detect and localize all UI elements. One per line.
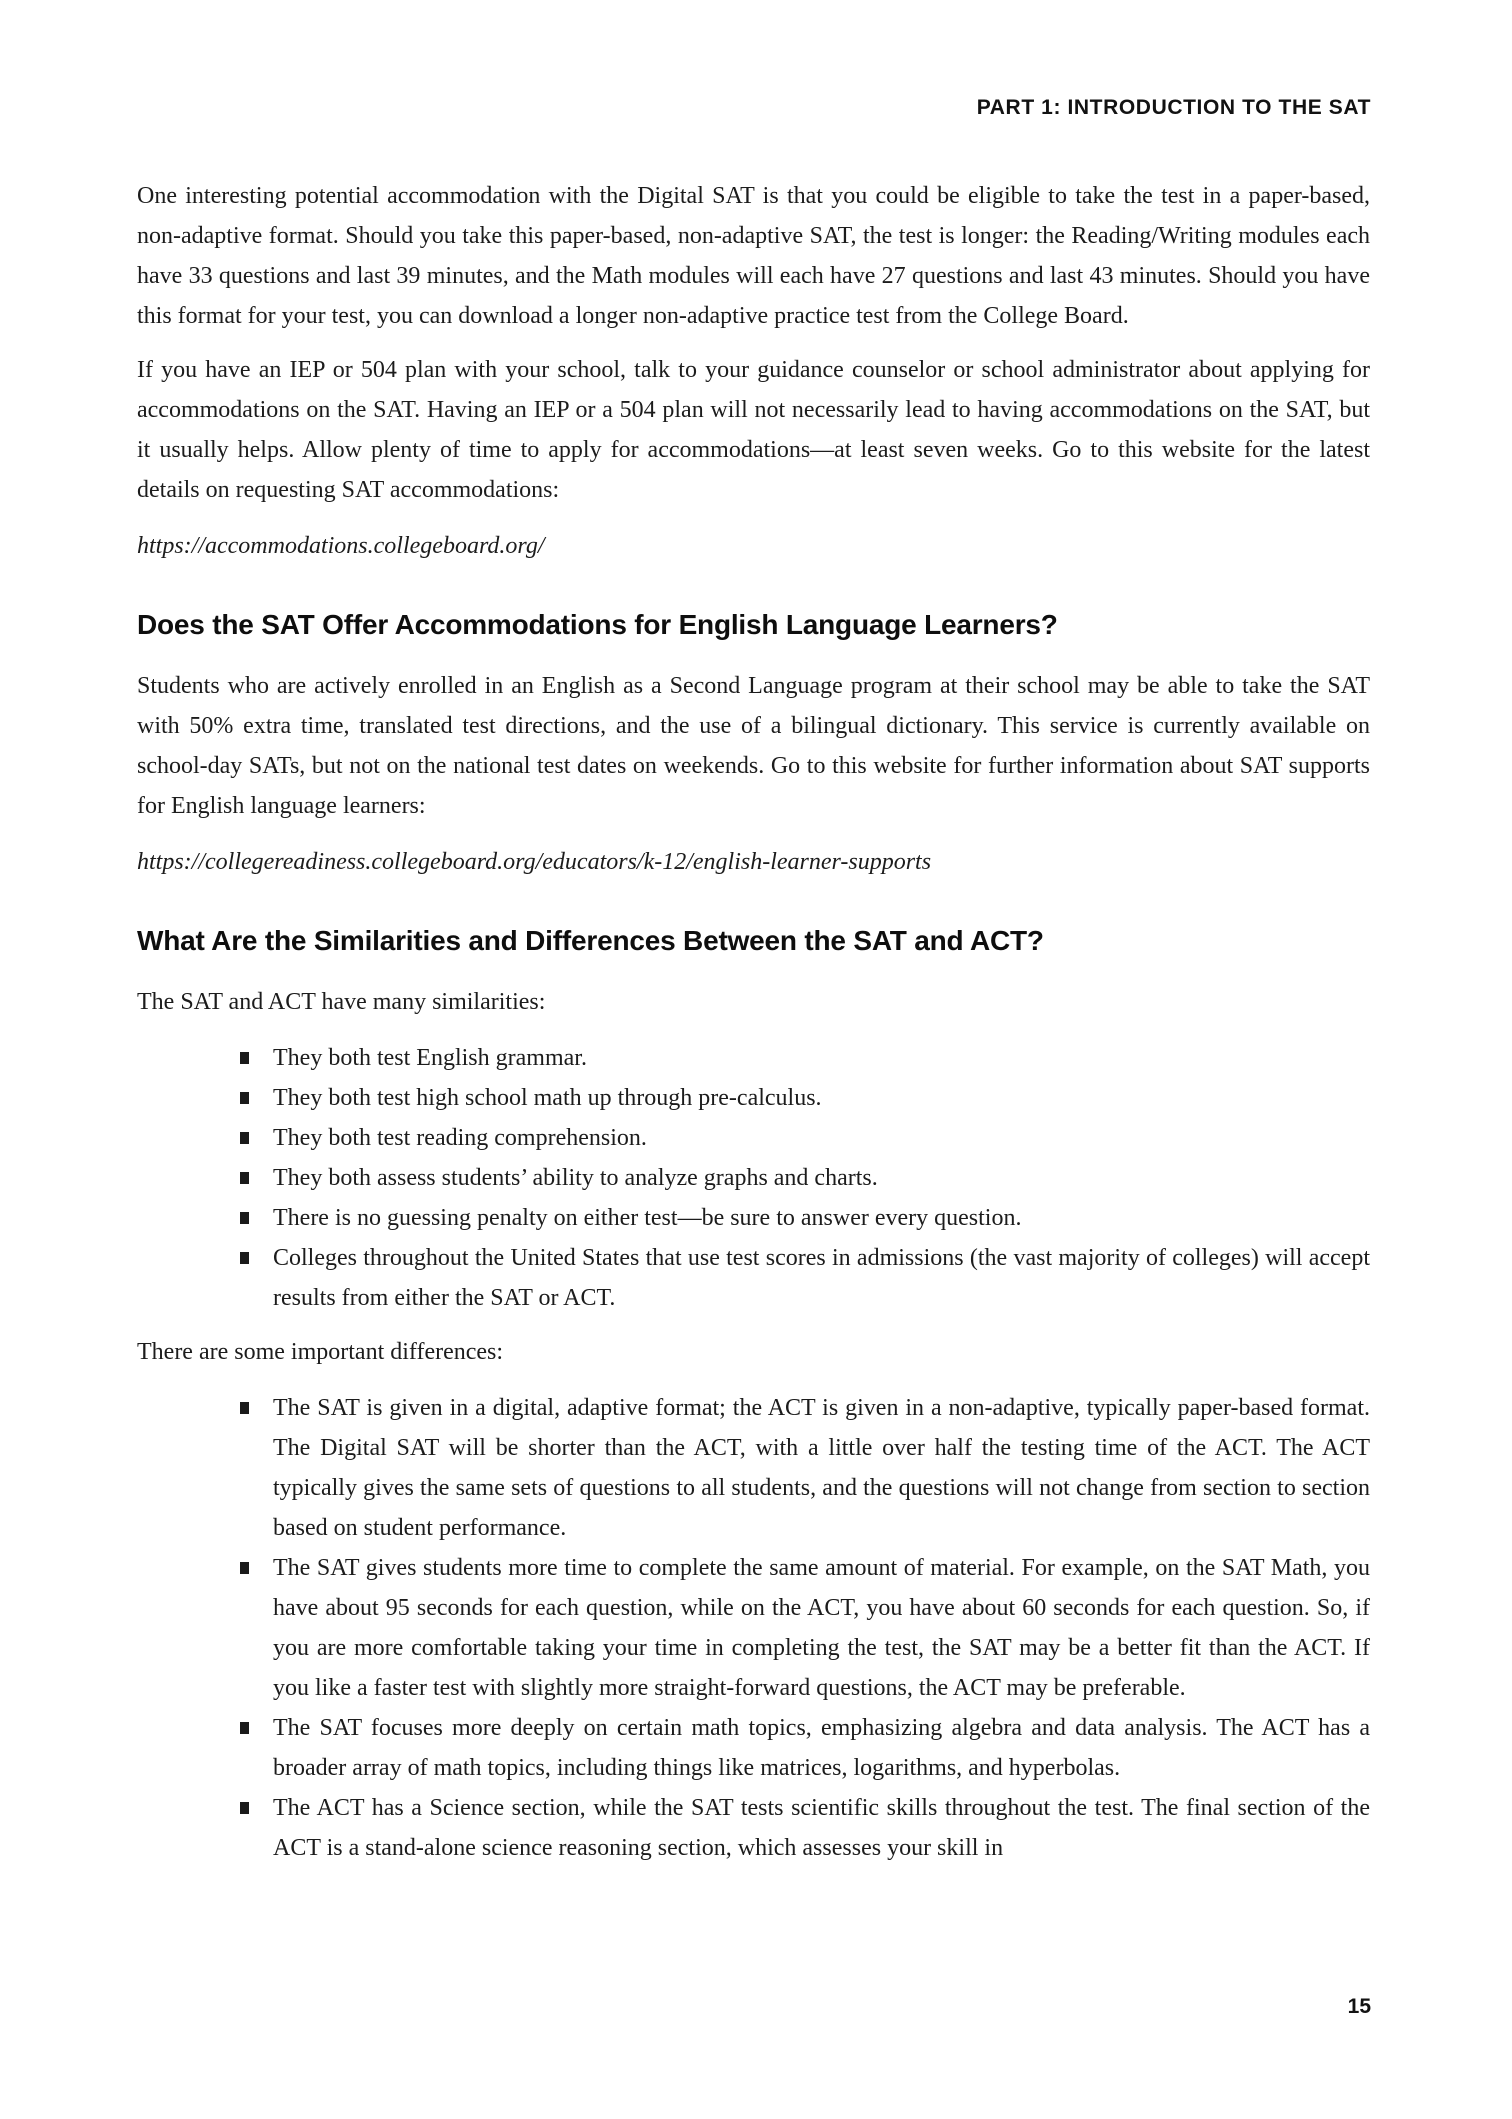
similarities-intro: The SAT and ACT have many similarities: [137,989,546,1015]
ell-supports-url-text: https://collegereadiness.collegeboard.org/educators/k-12/english-learner-supports [137,849,932,875]
similarities-list [137,1038,1370,1318]
list-item: The SAT is given in a digital, adaptive format; the ACT is given in a non-adaptive, typically paper-based format. The Digital SAT will be shorter than the ACT, with a little over half the testing time of the ACT. The ACT typically gives the same sets of questions to all students, and the questions will not change from section to section based on student performance. [137,1388,1370,1548]
heading-sat-act-comparison: What Are the Similarities and Differences Between the SAT and ACT? [137,925,1044,956]
list-item: They both assess students’ ability to analyze graphs and charts. [137,1158,1370,1198]
list-item: They both test reading comprehension. [137,1118,1370,1158]
list-item: There is no guessing penalty on either test—be sure to answer every question. [137,1198,1370,1238]
list-item: Colleges throughout the United States that use test scores in admissions (the vast majority of colleges) will accept results from either the SAT or ACT. [137,1238,1370,1318]
page-content [137,176,1370,1882]
list-item: They both test high school math up through pre-calculus. [137,1078,1370,1118]
list-item: They both test English grammar. [137,1038,1370,1078]
list-item: The ACT has a Science section, while the SAT tests scientific skills throughout the test. The final section of the ACT is a stand-alone science reasoning section, which assesses your skill in [137,1788,1370,1868]
paragraph-iep-504-plan: If you have an IEP or 504 plan with your school, talk to your guidance counselor or school administrator about applying for accommodations on the SAT. Having an IEP or a 504 plan will not necessarily lead to having accommodations on the SAT, but it usually helps. Allow plenty of time to apply for accommodations—at least seven weeks. Go to this website for the latest details on requesting SAT accommodations: [137,357,1370,503]
running-header: PART 1: INTRODUCTION TO THE SAT [976,96,1371,119]
differences-intro: There are some important differences: [137,1339,504,1365]
accommodations-url-text: https://accommodations.collegeboard.org/ [137,533,545,559]
differences-list [137,1388,1370,1868]
heading-ell-accommodations: Does the SAT Offer Accommodations for English Language Learners? [137,609,1058,640]
list-item: The SAT gives students more time to complete the same amount of material. For example, on the SAT Math, you have about 95 seconds for each question, while on the ACT, you have about 60 seconds for each question. So, if you are more comfortable taking your time in completing the test, the SAT may be a better fit than the ACT. If you like a faster test with slightly more straight-forward questions, the ACT may be preferable. [137,1548,1370,1708]
paragraph-paper-based-accommodation: One interesting potential accommodation with the Digital SAT is that you could be eligible to take the test in a paper-based, non-adaptive format. Should you take this paper-based, non-adaptive SAT, the test is longer: the Reading/Writing modules each have 33 questions and last 39 minutes, and the Math modules will each have 27 questions and last 43 minutes. Should you have this format for your test, you can download a longer non-adaptive practice test from the College Board. [137,183,1370,329]
paragraph-ell-supports: Students who are actively enrolled in an English as a Second Language program at their school may be able to take the SAT with 50% extra time, translated test directions, and the use of a bilingual dictionary. This service is currently available on school-day SATs, but not on the national test dates on weekends. Go to this website for further information about SAT supports for English language learners: [137,673,1370,819]
list-item: The SAT focuses more deeply on certain math topics, emphasizing algebra and data analysis. The ACT has a broader array of math topics, including things like matrices, logarithms, and hyperbolas. [137,1708,1370,1788]
page-number: 15 [1347,1995,1371,2018]
